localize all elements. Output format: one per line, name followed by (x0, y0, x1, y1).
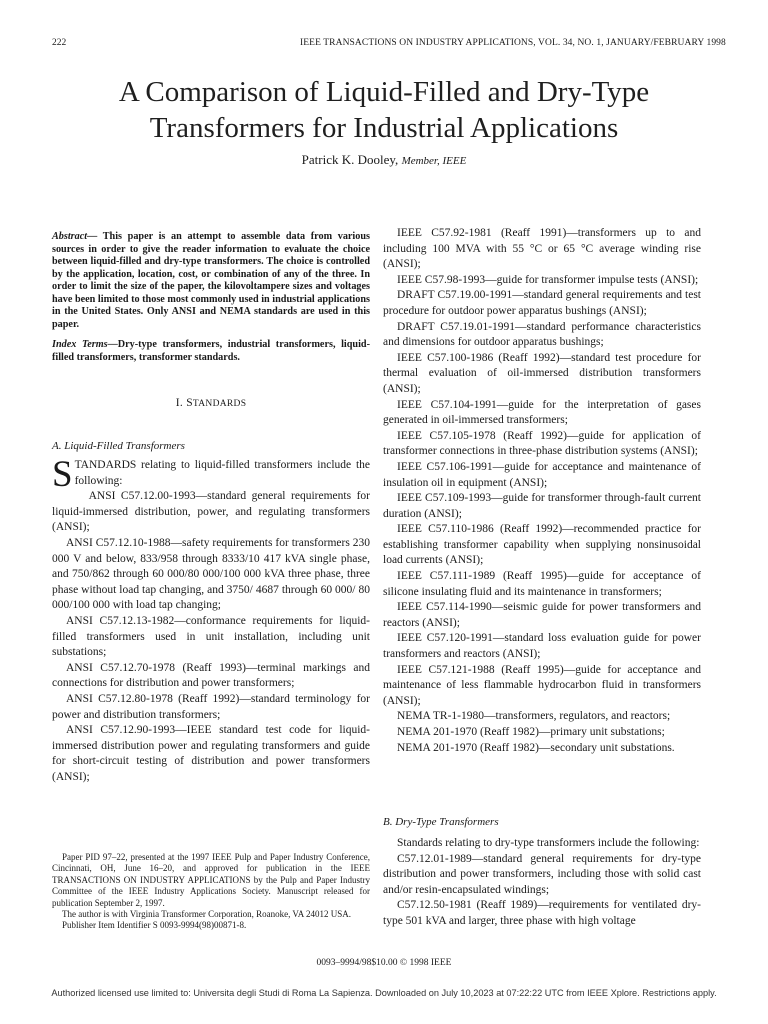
index-terms (52, 339, 370, 364)
footnote: Publisher Item Identifier S 0093-9994(98)00871-8. (62, 920, 247, 931)
paper-title (40, 74, 728, 146)
index-terms-label: Index Terms— (52, 339, 118, 350)
title-line-2: Transformers for Industrial Applications (149, 112, 619, 144)
footnote: The author is with Virginia Transformer Corporation, Roanoke, VA 24012 USA. (62, 909, 352, 920)
standard-item: ANSI C57.12.13-1982—conformance requirements for liquid-filled transformers used in unit installation, including unit substations; (52, 614, 370, 659)
standard-item: IEEE C57.110-1986 (Reaff 1992)—recommended practice for establishing transformer capability when supplying nonsinusoidal load currents (ANSI); (383, 523, 701, 567)
standard-item: IEEE C57.109-1993—guide for transformer through-fault current duration (ANSI); (383, 492, 701, 520)
standard-item: ANSI C57.12.10-1988—safety requirements for transformers 230 000 V and below, 833/958 through 8333/10 417 kVA single phase, and 750/862 through 60 000/80 000/100 000 kVA three phase, three phase without load tap changing, and 3750/ 4687 through 60 000/ 80 000/100 000 with load tap changing; (52, 536, 370, 612)
section-title (186, 397, 246, 409)
standard-item: ANSI C57.12.70-1978 (Reaff 1993)—terminal markings and connections for distribution and power transformers; (52, 661, 370, 690)
section-heading (52, 397, 370, 409)
abstract-label: Abstract— (52, 231, 98, 242)
standard-item: C57.12.01-1989—standard general requirements for dry-type distribution and power transformers, including those with solid cast and/or resin-encapsulated windings; (383, 852, 701, 896)
copyright-line: 0093–9994/98$10.00 © 1998 IEEE (316, 958, 452, 968)
title-line-1: A Comparison of Liquid-Filled and Dry-Type (118, 76, 650, 108)
author-line (0, 152, 768, 168)
intro-text: TANDARDS relating to liquid-filled transformers include the following: (74, 459, 370, 487)
standard-item: NEMA TR-1-1980—transformers, regulators, and reactors; (397, 710, 671, 723)
drop-cap: S (52, 454, 73, 495)
right-standards-list (383, 226, 701, 756)
subsection-a-heading: A. Liquid-Filled Transformers (52, 440, 185, 452)
standard-item: IEEE C57.98-1993—guide for transformer impulse tests (ANSI); (397, 273, 699, 286)
standard-item: IEEE C57.114-1990—seismic guide for power transformers and reactors (ANSI); (383, 601, 701, 629)
standard-item: IEEE C57.111-1989 (Reaff 1995)—guide for acceptance of silicone insulating fluid and its maintenance in transformers; (383, 570, 701, 598)
page-number: 222 (52, 38, 67, 48)
standard-item: IEEE C57.104-1991—guide for the interpretation of gases generated in oil-immersed transformers; (383, 398, 701, 427)
subsection-b-heading: B. Dry-Type Transformers (383, 816, 499, 828)
index-terms-text: Dry-type transformers, industrial transformers, liquid-filled transformers, transformer standards. (52, 339, 370, 363)
dry-standards-list (383, 852, 701, 930)
standard-item: IEEE C57.106-1991—guide for acceptance and maintenance of insulation oil in equipment (ANSI); (383, 460, 701, 489)
standard-item: NEMA 201-1970 (Reaff 1982)—secondary unit substations. (397, 741, 675, 754)
standard-item: IEEE C57.121-1988 (Reaff 1995)—guide for acceptance and maintenance of less flammable hydrocarbon fluid in transformers (ANSI); (383, 663, 701, 707)
standard-item: NEMA 201-1970 (Reaff 1982)—primary unit substations; (397, 726, 665, 738)
abstract (52, 231, 370, 331)
author-name: Patrick K. Dooley, (301, 152, 399, 167)
standard-item: DRAFT C57.19.00-1991—standard general requirements and test procedure for outdoor power apparatus bushings (ANSI); (383, 289, 701, 317)
standard-item: IEEE C57.105-1978 (Reaff 1992)—guide for application of transformer connections in three-phase distribution systems (ANSI); (383, 429, 701, 458)
left-standards-list (52, 489, 370, 785)
left-body (52, 454, 370, 785)
right-body (383, 226, 701, 756)
standard-item: ANSI C57.12.80-1978 (Reaff 1992)—standard terminology for power and distribution transformers; (52, 692, 370, 721)
section-title-rest: TANDARDS (192, 399, 247, 409)
license-notice: Authorized licensed use limited to: Universita degli Studi di Roma La Sapienza. Downloaded on July 10,2023 at 07:22:22 UTC from IEEE Xplore. Restrictions apply. (51, 988, 717, 998)
footnote: Paper PID 97–22, presented at the 1997 IEEE Pulp and Paper Industry Conference, Cincinnati, OH, June 16–20, and approved for publication in the IEEE TRANSACTIONS ON INDUSTRY APPLICATIONS by the Pulp and Paper Industry Committee of the IEEE Industry Applications Society. Manuscript released for publication September 2, 1997. (52, 852, 370, 908)
abstract-text: This paper is an attempt to assemble data from various sources in order to give the reader information to evaluate the choice between liquid-filled and dry-type transformers. The choice is controlled by the application, location, cost, or combination of any of the three. In order to limit the size of the paper, the kilovoltampere sizes and voltages have been limited to those most commonly used in industrial applications in the United States. Only ANSI and NEMA standards are used in this paper. (52, 231, 370, 330)
dry-intro: Standards relating to dry-type transformers include the following: (397, 837, 700, 849)
intro-paragraph (52, 454, 370, 495)
standard-item: IEEE C57.100-1986 (Reaff 1992)—standard test procedure for thermal evaluation of oil-immersed distribution transformers (ANSI); (383, 351, 701, 395)
section-title-initial: S (186, 397, 193, 409)
standard-item: IEEE C57.120-1991—standard loss evaluation guide for power transformers and reactors (ANSI); (383, 632, 701, 661)
dry-type-body (383, 836, 701, 930)
running-head: IEEE TRANSACTIONS ON INDUSTRY APPLICATIONS, VOL. 34, NO. 1, JANUARY/FEBRUARY 1998 (300, 38, 726, 48)
standard-item: C57.12.50-1981 (Reaff 1989)—requirements for ventilated dry-type 501 kVA and larger, three phase with high voltage (383, 899, 701, 927)
footnotes (52, 852, 370, 932)
standard-item: ANSI C57.12.90-1993—IEEE standard test code for liquid-immersed distribution power and regulating transformers and guide for short-circuit testing of distribution and power transformers (ANSI); (52, 724, 370, 783)
standard-item: IEEE C57.92-1981 (Reaff 1991)—transformers up to and including 100 MVA with 55 °C or 65 °C average winding rise (ANSI); (383, 227, 701, 271)
standard-item: ANSI C57.12.00-1993—standard general requirements for liquid-immersed distribution, power, and regulating transformers (ANSI); (52, 490, 370, 534)
standard-item: DRAFT C57.19.01-1991—standard performance characteristics and dimensions for outdoor apparatus bushings; (383, 320, 701, 349)
author-role: Member, IEEE (401, 155, 467, 167)
section-number: I. (175, 397, 184, 409)
